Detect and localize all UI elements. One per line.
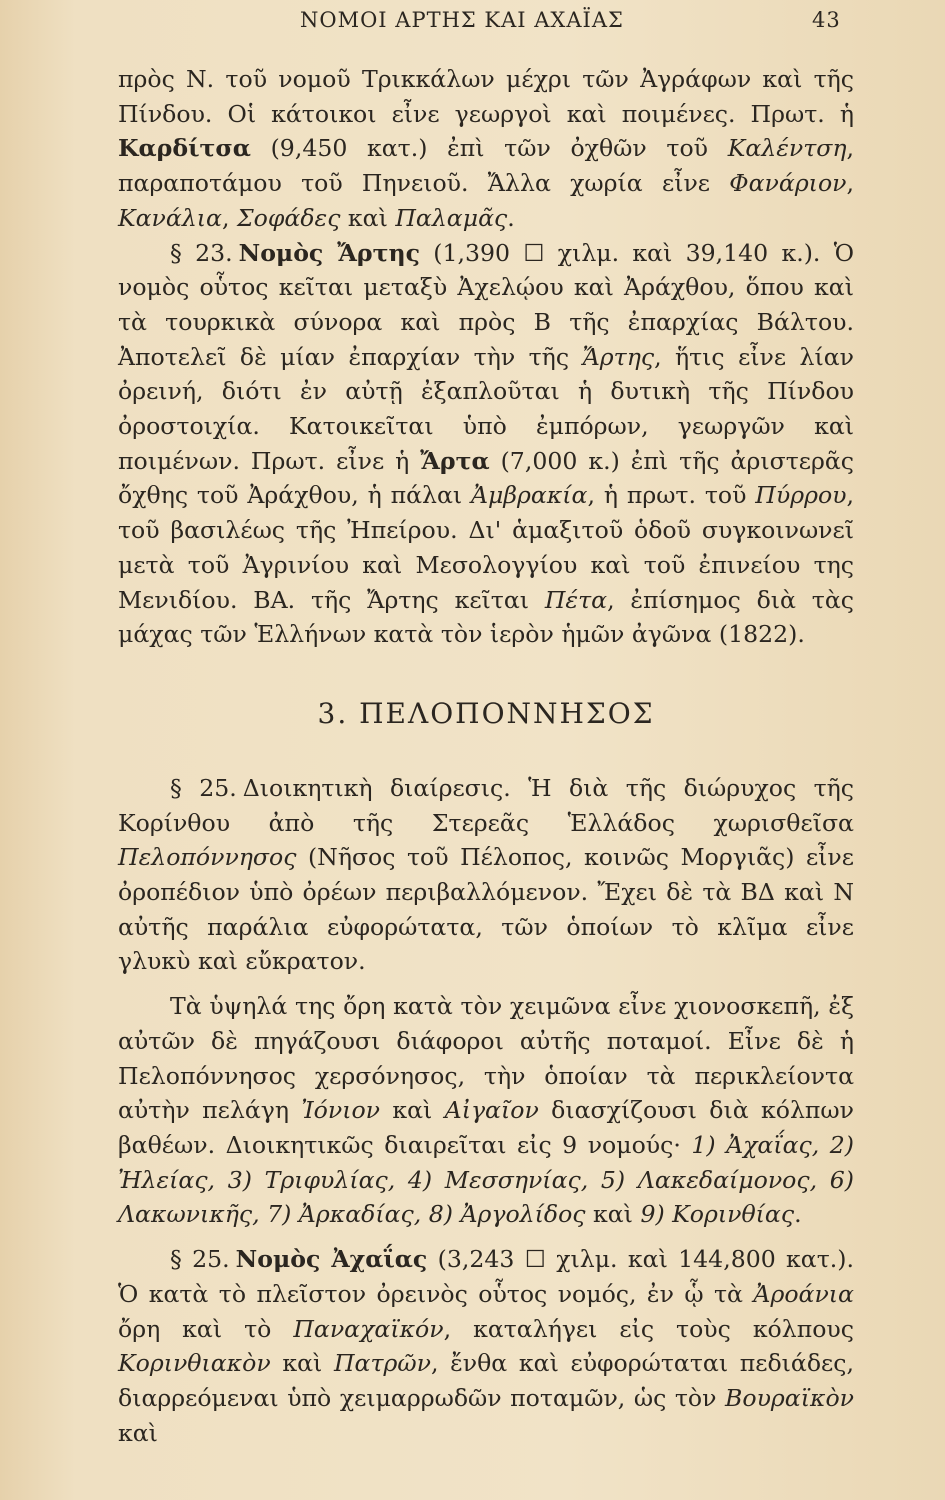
italic-term: Πατρῶν (333, 1349, 431, 1378)
paragraph-ori (118, 989, 854, 1232)
italic-term: Ἀροάνια (753, 1279, 854, 1308)
bold-term: Καρδίτσα (118, 134, 251, 163)
italic-term: Πύρρου (755, 481, 847, 510)
text-run: (7,000 κ.) ἐπὶ τῆς ἀριστερᾶς ὄχθης τοῦ Ἀράχθου, ἡ πάλαι (118, 446, 854, 510)
page-number: 43 (812, 8, 841, 32)
bold-term: Νομὸς Ἀχαΐας (235, 1245, 428, 1274)
text-run: , (846, 169, 854, 198)
text-run: , (221, 203, 237, 232)
paragraph-gap (118, 1232, 854, 1242)
text-run: (Νῆσος τοῦ Πέλοπος, κοινῶς Μοργιᾶς) εἶνε ὀροπέδιον ὑπὸ ὀρέων περιβαλλόμενον. Ἔχει δὲ τὰ ΒΔ καὶ Ν αὐτῆς παράλια εὐφορώτατα, τῶν ὁποίων τὸ κλῖμα εἶνε γλυκὺ καὶ εὔκρατον. (118, 843, 854, 976)
text-run: , ἥτις εἶνε λίαν ὀρεινή, διότι ἐν αὐτῇ ἐξαπλοῦται ἡ δυτικὴ τῆς Πίνδου ὀροστοιχία. Κατοικεῖται ὑπὸ ἐμπόρων, γεωργῶν καὶ ποιμένων. Πρωτ. εἶνε ἡ (118, 342, 855, 475)
italic-term: Παναχαϊκόν (293, 1314, 444, 1343)
text-run: καὶ (270, 1349, 334, 1378)
italic-term: Πέτα (544, 585, 608, 614)
italic-term: Κανάλια (118, 203, 222, 232)
section-number: § 23. (170, 238, 233, 267)
italic-term: Σοφάδες (236, 203, 341, 232)
text-run: πρὸς Ν. τοῦ νομοῦ Τρικκάλων μέχρι τῶν Ἀγράφων καὶ τῆς Πίνδου. Οἱ κάτοικοι εἶνε γεωργοὶ καὶ ποιμένες. Πρωτ. ἡ (118, 65, 854, 128)
running-head (0, 6, 945, 34)
text-run: , καταλήγει εἰς τοὺς κόλπους (443, 1314, 854, 1343)
italic-term: Καλέντση (727, 134, 847, 163)
text-run: (1,390 ☐ χιλμ. καὶ 39,140 κ.). Ὁ νομὸς οὗτος κεῖται μεταξὺ Ἀχελῴου καὶ Ἀράχθου, ὅπου καὶ τὰ τουρκικὰ σύνορα καὶ πρὸς Β τῆς ἐπαρχίας Βάλτου. Ἀποτελεῖ δὲ μίαν ἐπαρχίαν τὴν τῆς (118, 238, 855, 371)
text-run: καὶ (340, 203, 396, 232)
text-run: (9,450 κατ.) ἐπὶ τῶν ὀχθῶν τοῦ (250, 134, 728, 163)
body-text (118, 62, 854, 1450)
running-title: ΝΟΜΟΙ ΑΡΤΗΣ ΚΑΙ ΑΧΑΪΑΣ (300, 8, 624, 32)
italic-term: Παλαμᾶς (395, 203, 508, 232)
italic-term: Ἄρτης (582, 342, 655, 371)
text-run: Διοικητικὴ διαίρεσις. Ἡ διὰ τῆς διώρυχος τῆς Κορίνθου ἀπὸ τῆς Στερεᾶς Ἑλλάδος χωρισθεῖσα (118, 773, 854, 837)
italic-term: 9) Κορινθίας (640, 1200, 795, 1229)
text-run: , ἐπίσημος διὰ τὰς μάχας τῶν Ἑλλήνων κατὰ τὸν ἱερὸν ἡμῶν ἀγῶνα (1822). (118, 585, 854, 649)
bold-term: Νομὸς Ἄρτης (238, 238, 421, 267)
section-number: § 25. (170, 773, 237, 802)
italic-term: Φανάριον (729, 169, 847, 198)
text-run: . (507, 203, 515, 232)
text-run: , παραποτάμου τοῦ Πηνειοῦ. Ἄλλα χωρία εἶνε (118, 134, 854, 198)
paragraph-nomos-achaias (118, 1242, 854, 1450)
section-number: § 25. (170, 1245, 230, 1274)
paragraph-gap (118, 979, 854, 989)
text-run: καὶ (118, 1418, 158, 1447)
text-run: (3,243 ☐ χιλμ. καὶ 144,800 κατ.). Ὁ κατὰ τὸ πλεῖστον ὀρεινὸς οὗτος νομός, ἐν ᾧ τὰ (118, 1245, 854, 1308)
italic-term: Πελοπόννησος (118, 843, 297, 872)
italic-term: Ἀμβρακία (471, 481, 588, 510)
italic-term: Βουραϊκὸν (725, 1383, 854, 1412)
italic-term: 1) Ἀχαΐας, 2) Ἠλείας, 3) Τριφυλίας, 4) Μεσσηνίας, 5) Λακεδαίμονος, 6) Λακωνικῆς, 7) Ἀρκαδίας, 8) Ἀργολίδος (118, 1130, 854, 1229)
text-run: καὶ (380, 1096, 445, 1125)
paragraph-nomos-artis (118, 236, 854, 652)
text-run: , ἡ πρωτ. τοῦ (587, 481, 756, 510)
text-run: , τοῦ βασιλέως τῆς Ἠπείρου. Δι' ἁμαξιτοῦ ὁδοῦ συγκοινωνεῖ μετὰ τοῦ Ἀγρινίου καὶ Μεσολογγίου καὶ τοῦ ἐπινείου της Μενιδίου. ΒΑ. τῆς Ἄρτης κεῖται (118, 481, 854, 614)
text-run: ὄρη καὶ τὸ (118, 1314, 294, 1343)
text-run: Τὰ ὑψηλά της ὄρη κατὰ τὸν χειμῶνα εἶνε χιονοσκεπῆ, ἐξ αὐτῶν δὲ πηγάζουσι διάφοροι αὐτῆς ποταμοί. Εἶνε δὲ ἡ Πελοπόννησος χερσόνησος, τὴν ὁποίαν τὰ περικλείοντα αὐτὴν πελάγη (118, 992, 854, 1125)
text-run: καὶ (585, 1200, 641, 1229)
paragraph-dioikitiki (118, 771, 854, 979)
text-run: . (794, 1200, 802, 1229)
text-run: διασχίζουσι διὰ κόλπων βαθέων. Διοικητικῶς διαιρεῖται εἰς 9 νομούς· (118, 1096, 854, 1159)
section-heading: 3. ΠΕΛΟΠΟΝΝΗΣΟΣ (317, 696, 655, 730)
text-run: , ἔνθα καὶ εὐφορώταται πεδιάδες, διαρρεόμεναι ὑπὸ χειμαρρωδῶν ποταμῶν, ὡς τὸν (118, 1349, 854, 1412)
italic-term: Αἰγαῖον (444, 1096, 539, 1125)
paragraph-karditsa (118, 62, 854, 236)
italic-term: Ἰόνιον (301, 1096, 381, 1125)
italic-term: Κορινθιακὸν (118, 1349, 271, 1378)
bold-term: Ἄρτα (420, 446, 490, 475)
